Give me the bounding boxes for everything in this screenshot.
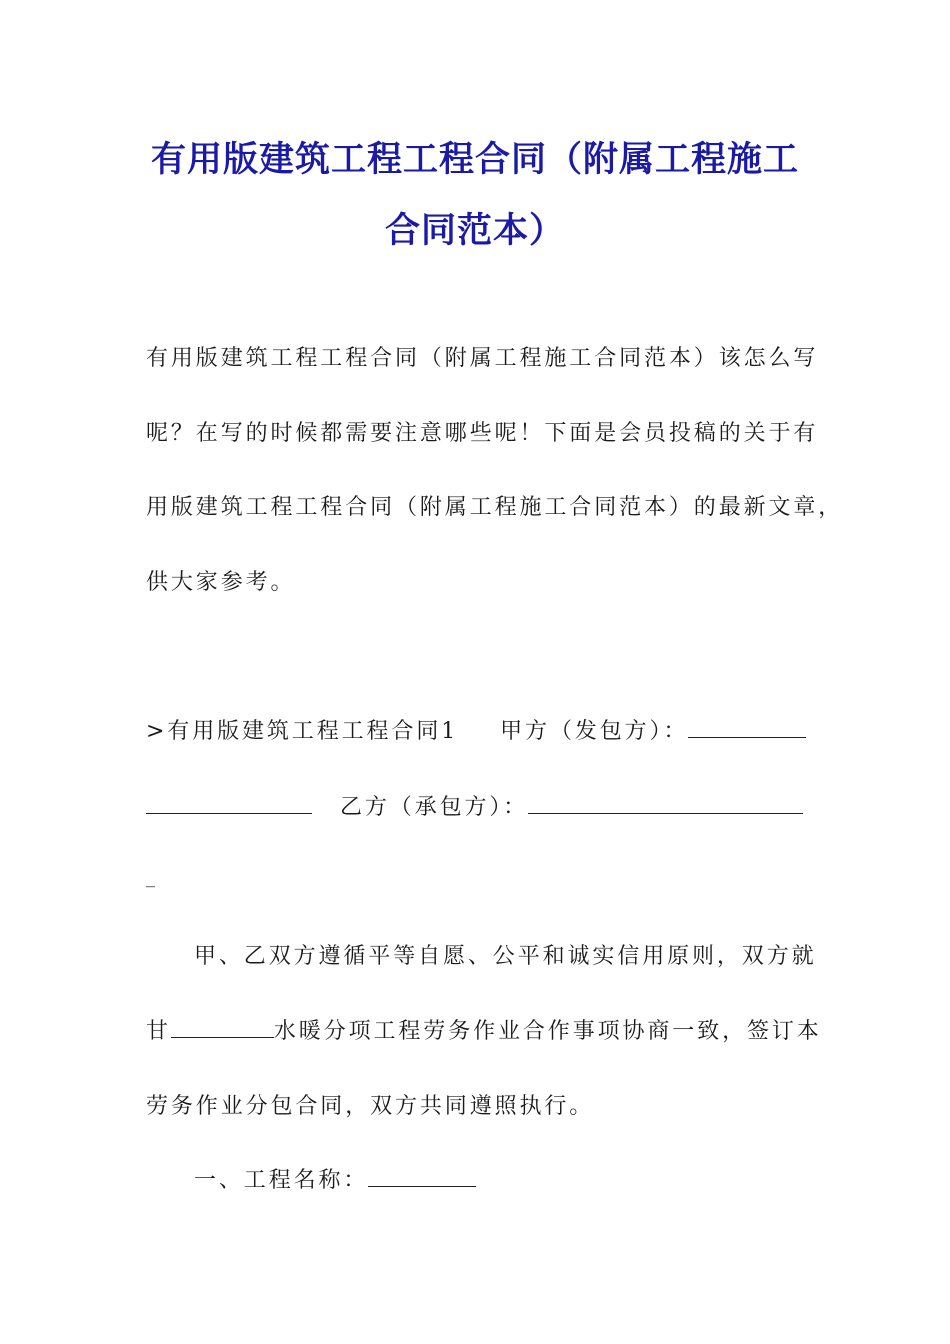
party-a-blank: [688, 717, 806, 738]
body-line-3: 劳务作业分包合同，双方共同遵照执行。: [146, 1094, 595, 1119]
party-a-blank-continued: [146, 793, 312, 814]
party-a-label: 甲方（发包方）：: [500, 719, 689, 744]
body-line-2-start: 甘: [146, 1019, 171, 1044]
intro-line-3: 用版建筑工程工程合同（附属工程施工合同范本）的最新文章，: [146, 495, 844, 520]
party-b-line: [146, 793, 803, 823]
intro-line-1: 有用版建筑工程工程合同（附属工程施工合同范本）该怎么写: [146, 346, 819, 371]
document-title-line-2: 合同范本）: [384, 211, 565, 251]
contract-heading: >有用版建筑工程工程合同1: [146, 719, 459, 744]
project-blank: [171, 1017, 274, 1038]
body-line-2: [146, 1017, 822, 1047]
party-b-blank: [528, 793, 803, 814]
intro-line-4: 供大家参考。: [146, 570, 296, 595]
project-name-blank: [368, 1166, 476, 1187]
intro-line-2: 呢？在写的时候都需要注意哪些呢！下面是会员投稿的关于有: [146, 421, 819, 446]
dash-line: _: [146, 867, 158, 888]
section-1-line: [194, 1166, 476, 1196]
document-title-line-1: 有用版建筑工程工程合同（附属工程施工: [150, 140, 799, 180]
section-1-label: 一、工程名称：: [194, 1168, 369, 1193]
party-b-label: 乙方（承包方）：: [340, 795, 529, 820]
body-line-2-end: 水暖分项工程劳务作业合作事项协商一致，签订本: [273, 1019, 822, 1044]
contract-heading-line: [146, 717, 806, 747]
body-line-1: 甲、乙双方遵循平等自愿、公平和诚实信用原则，双方就: [194, 944, 817, 969]
